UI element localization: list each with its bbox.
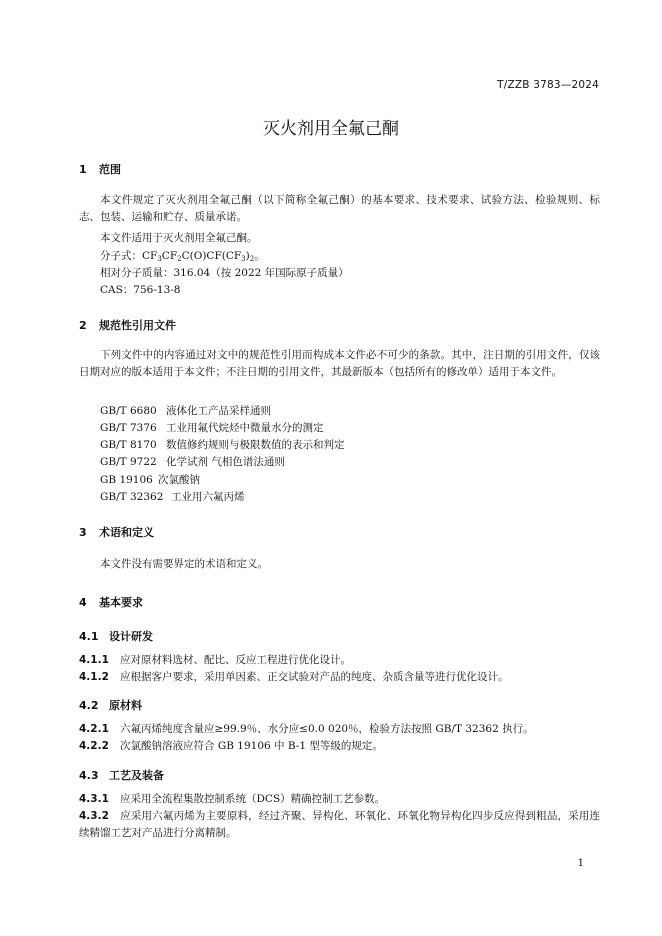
reference-title: 化学试剂 气相色谱法通则 [166,456,285,468]
clause-number: 4.2.1 [79,723,109,735]
reference-title: 数值修约规则与极限数值的表示和判定 [166,439,345,451]
reference-title: 液体化工产品采样通则 [166,405,271,417]
reference-item [100,420,324,435]
section-4-heading [79,594,143,610]
reference-code: GB/T 9722 [100,456,157,468]
reference-code: GB/T 7376 [100,422,157,434]
reference-title: 工业用六氟丙烯 [171,491,245,503]
subsection-title: 原材料 [109,699,142,712]
section-number: 4 [79,596,87,609]
formula-part: CF [142,250,158,262]
document-code: T/ZZB 3783—2024 [497,79,599,91]
clause-number: 4.3.2 [79,810,109,822]
cas-number: CAS：756-13-8 [100,284,181,296]
reference-item [100,403,271,418]
scope-applicability: 本文件适用于灭火剂用全氟己酮。 [100,232,258,244]
section-1-heading [79,161,121,177]
molecular-formula [100,248,265,263]
section-title: 规范性引用文件 [99,319,176,332]
normative-references-paragraph: 下列文件中的内容通过对文中的规范性引用而构成本文件必不可少的条款。其中，注日期的引用文件，仅该日期对应的版本适用于本文件；不注日期的引用文件，其最新版本（包括所有的修改单）适用于本文件。 [79,349,600,378]
section-2-heading [79,317,176,333]
subsection-4-2-heading [79,697,142,713]
reference-item [100,472,200,487]
clause-4-2-1 [79,721,600,738]
reference-code: GB/T 32362 [100,491,164,503]
subsection-number: 4.2 [79,699,99,712]
formula-subscript: 2 [249,255,255,263]
formula-subscript: 2 [177,255,182,263]
reference-item [100,489,245,504]
subsection-title: 工艺及装备 [109,769,164,782]
clause-number: 4.2.2 [79,740,109,752]
clause-4-2-2 [79,738,600,755]
section-number: 1 [79,163,87,176]
section-3-heading [79,524,154,540]
subsection-number: 4.3 [79,769,99,782]
clause-number: 4.1.2 [79,671,109,683]
document-title: 灭火剂用全氟己酮 [263,119,399,139]
formula-part: 。 [254,250,265,262]
formula-part: CF [161,250,178,262]
clause-text: 应根据客户要求，采用单因素、正交试验对产品的纯度、杂质含量等进行优化设计。 [120,671,509,683]
page-number: 1 [577,858,584,869]
subsection-title: 设计研发 [109,630,153,643]
formula-label: 分子式： [100,250,142,262]
clause-text: 应采用全流程集散控制系统（DCS）精确控制工艺参数。 [120,793,386,805]
clause-4-3-2 [79,808,600,842]
clause-number: 4.1.1 [79,654,109,666]
section-title: 范围 [99,163,121,176]
clause-number: 4.3.1 [79,793,109,805]
reference-title: 工业用氟代烷烃中微量水分的测定 [166,422,324,434]
scope-paragraph: 本文件规定了灭火剂用全氟己酮（以下简称全氟己酮）的基本要求、技术要求、试验方法、检验规则、标志、包装、运输和贮存、质量承诺。 [79,194,600,223]
reference-code: GB 19106 [100,474,153,486]
subsection-4-1-heading [79,628,153,644]
section-number: 2 [79,319,87,332]
clause-text: 次氯酸钠溶液应符合 GB 19106 中 B-1 型等级的规定。 [120,740,383,752]
reference-code: GB/T 8170 [100,439,157,451]
reference-item [100,454,285,469]
section-number: 3 [79,526,87,539]
formula-subscript: 3 [157,255,162,263]
clause-4-1-1 [79,652,600,669]
subsection-number: 4.1 [79,630,99,643]
clause-text: 应采用六氟丙烯为主要原料，经过齐聚、异构化、环氧化、环氧化物异构化四步反应得到粗品，采用连续精馏工艺对产品进行分离精制。 [79,810,600,839]
section-title: 基本要求 [99,596,143,609]
clause-4-1-2 [79,669,600,686]
formula-part: C(O)CF(CF [181,250,242,262]
formula-part: ) [245,250,250,262]
reference-item [100,437,345,452]
section-title: 术语和定义 [99,526,154,539]
clause-text: 六氟丙烯纯度含量应≥99.9％、水分应≤0.0 020％，检验方法按照 GB/T 32362 执行。 [120,723,534,735]
terms-paragraph: 本文件没有需要界定的术语和定义。 [100,558,268,570]
formula-subscript: 3 [241,255,246,263]
reference-title: 次氯酸钠 [158,474,200,486]
molecular-mass: 相对分子质量：316.04（按 2022 年国际原子质量） [100,267,349,279]
clause-4-3-1 [79,791,600,808]
subsection-4-3-heading [79,767,164,783]
clause-text: 应对原材料选材、配比、反应工程进行优化设计。 [120,654,351,666]
reference-code: GB/T 6680 [100,405,157,417]
